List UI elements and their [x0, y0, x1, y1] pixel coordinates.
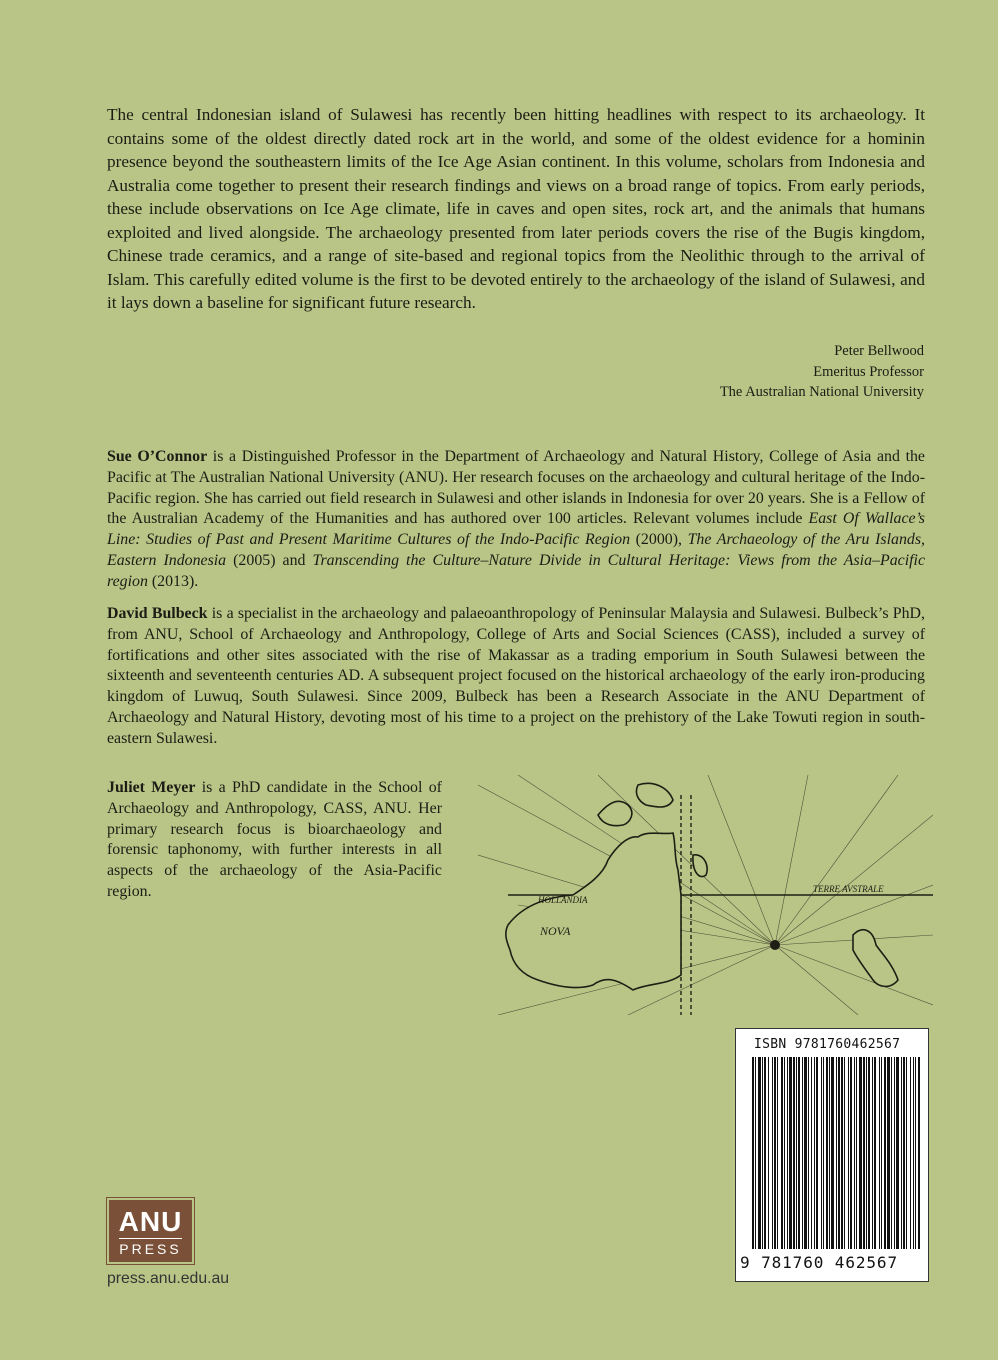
logo-rule	[119, 1238, 182, 1239]
barcode-bar	[879, 1057, 880, 1249]
book-title-transcending: Transcending the Culture–Nature Divide in Cultural Heritage: Views from the Asia–Pacific region	[107, 551, 925, 590]
barcode-bar	[789, 1057, 792, 1249]
barcode-bar	[872, 1057, 873, 1249]
barcode-bar	[874, 1057, 876, 1249]
bio-oconnor-text-d: (2013).	[147, 572, 199, 590]
barcode-bar	[752, 1057, 754, 1249]
logo-anu-word: ANU	[118, 1206, 183, 1237]
attribution-name: Peter Bellwood	[834, 343, 924, 359]
barcode-bar	[896, 1057, 899, 1249]
barcode-bar	[891, 1057, 892, 1249]
barcode-bar	[887, 1057, 890, 1249]
bio-oconnor-text-b: (2000),	[630, 531, 688, 549]
barcode-bar	[826, 1057, 828, 1249]
barcode-bar	[903, 1057, 905, 1249]
barcode-bar	[793, 1057, 795, 1249]
barcode-bar	[856, 1057, 857, 1249]
bio-meyer-text: is a PhD candidate in the School of Archaeology and Anthropology, CASS, ANU. Her primary research focus is bioarchaeology and forensic taphonomy, with further interests in all aspects of the archaeology of the Asia-Pacific region.	[107, 779, 442, 900]
bio-oconnor-text-a: is a Distinguished Professor in the Department of Archaeology and Natural History, College of Asia and the Pacific at The Australian National University (ANU). Her research focuses on the archaeology and cultural heritage of the Indo-Pacific region. She has carried out field research in Sulawesi and other islands in Indonesia for over 20 years. She is a Fellow of the Australian Academy of the Humanities and has authored over 100 articles. Relevant volumes include	[107, 448, 925, 528]
barcode-bar	[811, 1057, 812, 1249]
barcode-bar	[816, 1057, 818, 1249]
barcode-bar	[772, 1057, 773, 1249]
barcode-bar	[758, 1057, 761, 1249]
barcode-bar	[804, 1057, 807, 1249]
barcode-bar	[881, 1057, 882, 1249]
barcode-bar	[808, 1057, 809, 1249]
barcode-bar	[894, 1057, 895, 1249]
map-label-nova: NOVA	[540, 924, 571, 938]
barcode-bar	[836, 1057, 837, 1249]
barcode-bar	[906, 1057, 907, 1249]
barcode-bar	[781, 1057, 783, 1249]
book-title-aru-islands: The Archaeology of the Aru Islands, Eastern Indonesia	[107, 531, 925, 569]
barcode-bar	[798, 1057, 800, 1249]
barcode-bar	[838, 1057, 840, 1249]
bio-oconnor-text-c: (2005) and	[226, 551, 313, 569]
barcode-bar	[863, 1057, 865, 1249]
barcode-bars	[752, 1057, 920, 1249]
barcode-bar	[831, 1057, 834, 1249]
barcode-bar	[866, 1057, 867, 1249]
barcode-bar	[762, 1057, 763, 1249]
map-label-terre-australe: TERRE AVSTRALE	[813, 884, 884, 894]
barcode-bar	[802, 1057, 803, 1249]
publisher-website: press.anu.edu.au	[107, 1270, 230, 1287]
barcode-bar	[841, 1057, 843, 1249]
book-title-east-of-wallace: East Of Wallace’s Line: Studies of Past and Present Maritime Cultures of the Indo-Pacific Region	[107, 510, 925, 549]
barcode-bar	[829, 1057, 830, 1249]
logo-press-word: PRESS	[119, 1241, 182, 1257]
barcode-bar	[823, 1057, 824, 1249]
attribution-affiliation: The Australian National University	[719, 384, 924, 400]
barcode-bar	[764, 1057, 766, 1249]
barcode-bar	[913, 1057, 914, 1249]
barcode-bar	[844, 1057, 845, 1249]
bio-bulbeck	[107, 604, 925, 750]
barcode-bar	[850, 1057, 852, 1249]
barcode-bar	[768, 1057, 769, 1249]
barcode-bar	[821, 1057, 822, 1249]
bio-oconnor	[107, 447, 925, 593]
barcode-bar	[784, 1057, 785, 1249]
anu-press-logo	[107, 1198, 194, 1264]
barcode-bar	[901, 1057, 902, 1249]
barcode-bar	[777, 1057, 778, 1249]
barcode-bar	[848, 1057, 849, 1249]
barcode-bar	[787, 1057, 788, 1249]
isbn-label: ISBN 9781760462567	[754, 1037, 901, 1052]
attribution-role: Emeritus Professor	[813, 363, 924, 380]
bio-meyer	[107, 778, 442, 903]
barcode-bar	[910, 1057, 911, 1249]
barcode-bar	[859, 1057, 862, 1249]
isbn-barcode	[735, 1028, 929, 1282]
barcode-bar	[918, 1057, 920, 1249]
barcode-bar	[774, 1057, 776, 1249]
barcode-bar	[868, 1057, 870, 1249]
back-cover-blurb: The central Indonesian island of Sulawesi has recently been hitting headlines with respect to its archaeology. It contains some of the oldest directly dated rock art in the world, and some of the oldest evidence for a hominin presence beyond the southeastern limits of the Ice Age Asian continent. In this volume, scholars from Indonesia and Australia come together to present their research findings and views on a broad range of topics. From early periods, these include observations on Ice Age climate, life in caves and open sites, rock art, and the animals that humans exploited and lived alongside. The archaeology presented from later periods covers the rise of the Bugis kingdom, Chinese trade ceramics, and a range of site-based and regional topics from the Neolithic through to the arrival of Islam. This carefully edited volume is the first to be devoted entirely to the archaeology of the island of Sulawesi, and it lays down a baseline for significant future research.	[107, 105, 925, 312]
barcode-bar	[854, 1057, 855, 1249]
barcode-bar	[884, 1057, 886, 1249]
barcode-bar	[814, 1057, 815, 1249]
bio-bulbeck-text: is a specialist in the archaeology and palaeoanthropology of Peninsular Malaysia and Sulawesi. Bulbeck’s PhD, from ANU, School of Archaeology and Anthropology, College of Arts and Social Sciences (CASS), included a survey of fortifications and other sites associated with the rise of Makassar as a trading emporium in South Sulawesi between the sixteenth and seventeenth centuries AD. A subsequent project focused on the historical archaeology of the early iron-producing kingdom of Luwuq, South Sulawesi. Since 2009, Bulbeck has been a Research Associate in the ANU Department of Archaeology and Natural History, devoting most of his time to a project on the prehistory of the Lake Towuti region in south-eastern Sulawesi.	[107, 605, 925, 747]
barcode-bar	[796, 1057, 797, 1249]
map-label-hollandia: HOLLANDIA	[538, 895, 588, 905]
historic-map-illustration	[478, 775, 933, 1015]
bio-oconnor-name: Sue O’Connor	[107, 448, 208, 465]
bio-meyer-name: Juliet Meyer	[107, 779, 196, 796]
isbn-digits: 9 781760 462567	[740, 1253, 898, 1272]
blurb-attribution	[720, 341, 924, 403]
barcode-bar	[915, 1057, 916, 1249]
bio-bulbeck-name: David Bulbeck	[107, 605, 208, 622]
barcode-bar	[755, 1057, 756, 1249]
